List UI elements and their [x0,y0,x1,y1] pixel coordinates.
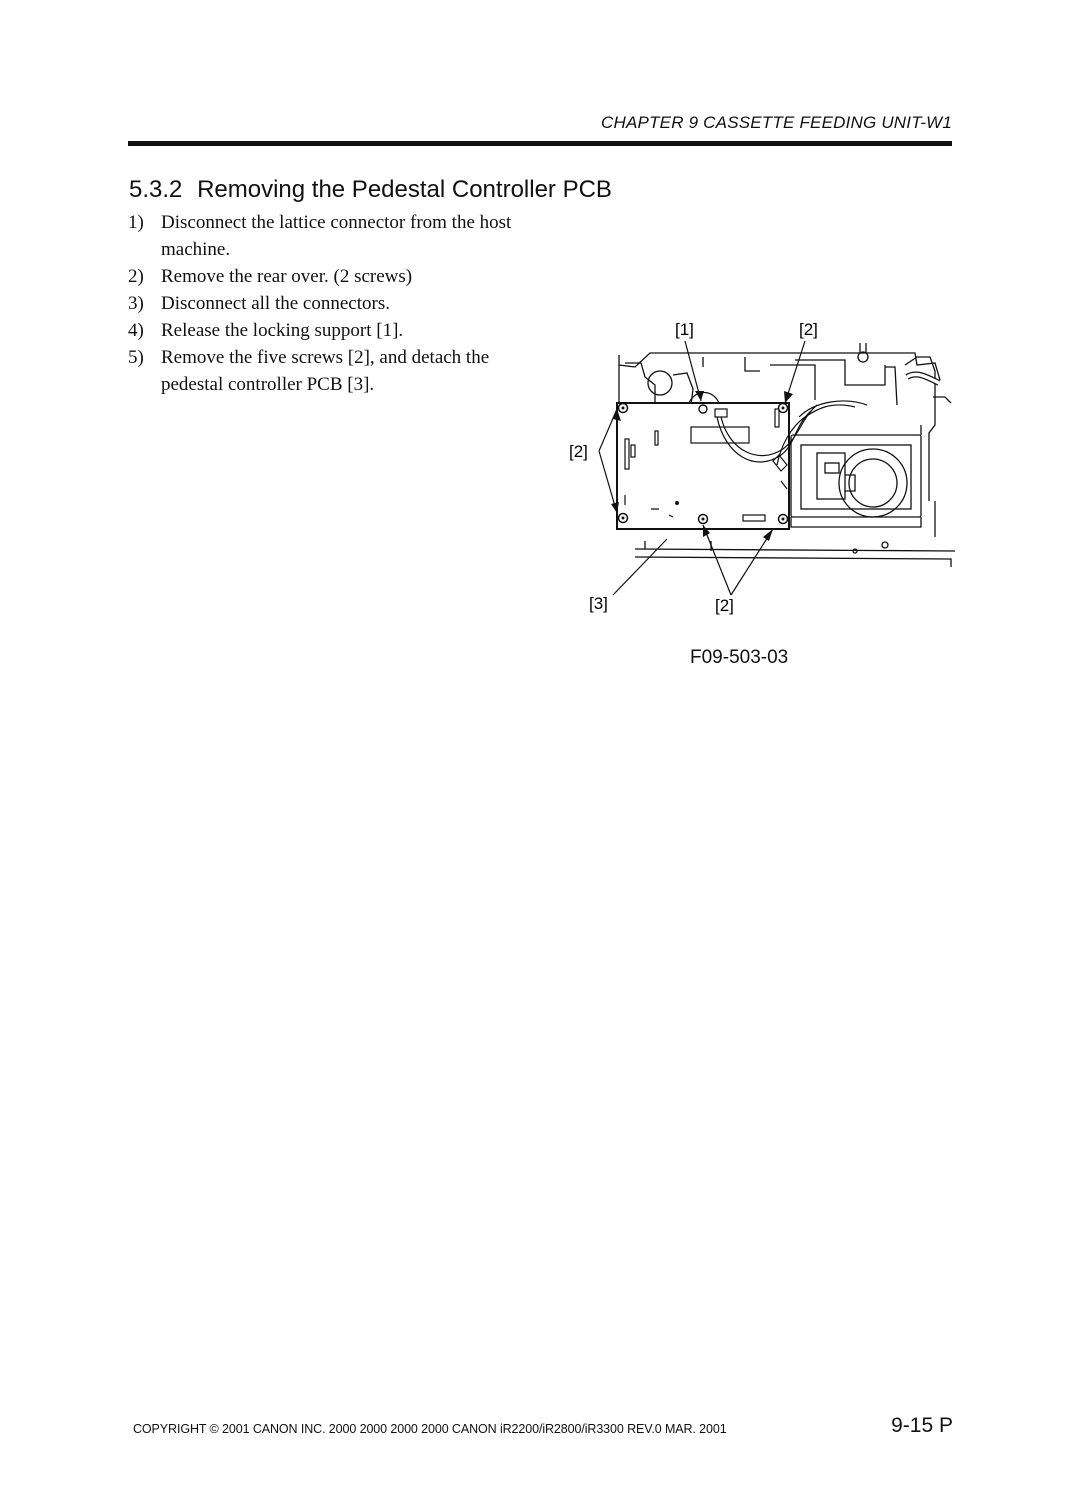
step-number: 2) [128,266,144,287]
procedure-steps [128,209,528,398]
figure-caption: F09-503-03 [690,647,789,668]
step-text: Release the locking support [1]. [161,320,404,341]
step-item [128,317,528,344]
pcb-drawing [555,305,975,645]
copyright-footer: COPYRIGHT © 2001 CANON INC. 2000 2000 2000 2000 CANON iR2200/iR2800/iR3300 REV.0 MAR. 2001 [133,1422,727,1436]
step-text: Disconnect the lattice connector from the host machine. [161,212,512,260]
step-item [128,290,528,317]
page-number: 9-15 P [891,1414,953,1437]
section-title-text: Removing the Pedestal Controller PCB [197,176,612,203]
step-item [128,344,528,398]
callout-pcb: [3] [589,594,608,613]
pcb-illustration [555,305,975,645]
header-rule [128,141,952,146]
step-item [128,263,528,290]
controller-pcb [617,393,789,530]
section-number: 5.3.2 [129,176,183,203]
step-text: Disconnect all the connectors. [161,293,390,314]
callout-screw-bottom: [2] [715,596,734,615]
step-number: 4) [128,320,144,341]
step-text: Remove the rear over. (2 screws) [161,266,413,287]
callout-locking-support: [1] [675,320,694,339]
callout-screw-left: [2] [569,442,588,461]
step-number: 3) [128,293,144,314]
section-title [129,176,612,204]
step-number: 1) [128,212,144,233]
step-text: Remove the five screws [2], and detach the pedestal controller PCB [3]. [161,347,490,395]
step-item [128,209,528,263]
callout-screw-top: [2] [799,320,818,339]
chapter-header: CHAPTER 9 CASSETTE FEEDING UNIT-W1 [601,113,952,132]
step-number: 5) [128,347,144,368]
